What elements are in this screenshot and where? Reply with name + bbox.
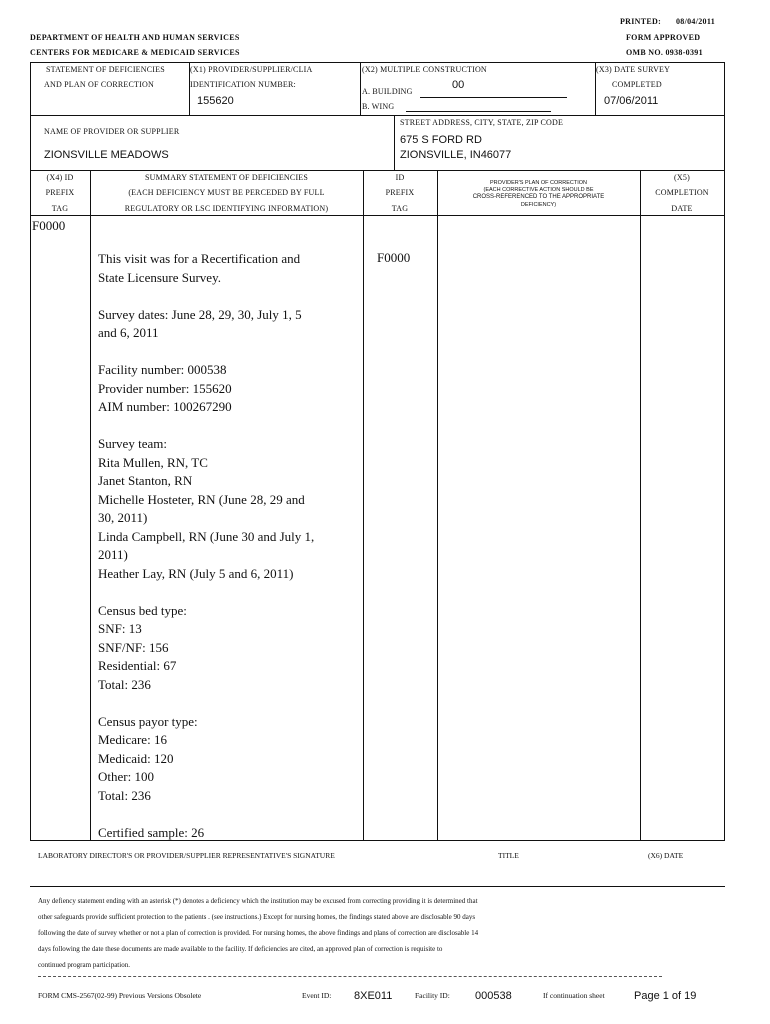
right-prefix-tag: F0000 xyxy=(377,250,411,265)
summary-header-2: (EACH DEFICIENCY MUST BE PERCEDED BY FULL xyxy=(128,188,325,197)
facility-id-label: Facility ID: xyxy=(415,991,450,1000)
page-number: Page 1 of 19 xyxy=(634,990,697,1002)
summary-line: Residential: 67 xyxy=(98,658,177,673)
facility-id-value: 000538 xyxy=(475,990,512,1002)
event-id-value: 8XE011 xyxy=(354,990,393,1002)
provider-name-value: ZIONSVILLE MEADOWS xyxy=(44,149,169,161)
street-address: 675 S FORD RD xyxy=(400,134,482,146)
printed-label: PRINTED: xyxy=(620,17,662,26)
summary-line: Survey team: xyxy=(98,436,167,451)
disclaimer-line: days following the date these documents are made available to the facility. If deficiencies are cited, an approved plan of correction is requisite to xyxy=(38,945,443,953)
x1-label-2: IDENTIFICATION NUMBER: xyxy=(190,80,296,89)
summary-line: 30, 2011) xyxy=(98,510,148,525)
form-approved: FORM APPROVED xyxy=(626,33,701,42)
summary-line: Medicare: 16 xyxy=(98,732,167,747)
summary-line: and 6, 2011 xyxy=(98,325,159,340)
statement-label-1: STATEMENT OF DEFICIENCIES xyxy=(46,65,165,74)
statement-label-2: AND PLAN OF CORRECTION xyxy=(44,80,154,89)
title-label: TITLE xyxy=(498,851,519,860)
provider-name-label: NAME OF PROVIDER OR SUPPLIER xyxy=(44,127,180,136)
summary-header-1: SUMMARY STATEMENT OF DEFICIENCIES xyxy=(144,173,309,182)
x5-header-3: DATE xyxy=(671,204,693,213)
x4-header-2: PREFIX xyxy=(45,188,75,197)
x5-header-1: (X5) xyxy=(674,173,690,182)
summary-blank-line xyxy=(98,805,360,824)
x5-header-2: COMPLETION xyxy=(655,188,709,197)
summary-line: Survey dates: June 28, 29, 30, July 1, 5 xyxy=(98,306,302,322)
summary-line: Janet Stanton, RN xyxy=(98,473,193,488)
city-state-zip: ZIONSVILLE, IN46077 xyxy=(400,149,512,161)
summary-blank-line xyxy=(98,287,360,306)
summary-line: Rita Mullen, RN, TC xyxy=(98,454,208,470)
x2-value: 00 xyxy=(452,79,465,91)
summary-line: Total: 236 xyxy=(98,676,151,692)
disclaimer xyxy=(38,893,718,973)
x4-header-3: TAG xyxy=(51,204,69,213)
centers-title: CENTERS FOR MEDICARE & MEDICAID SERVICES xyxy=(30,48,240,57)
building-label: A. BUILDING xyxy=(362,87,413,96)
summary-line: Total: 236 xyxy=(98,787,151,803)
summary-line: Medicaid: 120 xyxy=(98,750,174,766)
summary-line: Census payor type: xyxy=(98,713,198,729)
summary-line: Census bed type: xyxy=(98,602,187,618)
plan-header-4: DEFICIENCY) xyxy=(520,202,557,208)
left-prefix-tag: F0000 xyxy=(32,218,66,233)
x2-label: (X2) MULTIPLE CONSTRUCTION xyxy=(362,65,487,74)
disclaimer-line: other safeguards provide sufficient protection to the patients . (see instructions.) Except for nursing homes, the findings stated above are disclosable 90 days xyxy=(38,913,476,921)
survey-date-value: 07/06/2011 xyxy=(604,95,659,107)
form-number: FORM CMS-2567(02-99) Previous Versions Obsolete xyxy=(38,991,202,1000)
signature-label: LABORATORY DIRECTOR'S OR PROVIDER/SUPPLIER REPRESENTATIVE'S SIGNATURE xyxy=(38,851,335,860)
disclaimer-line: continued program participation. xyxy=(38,961,130,969)
x3-label-1: (X3) DATE SURVEY xyxy=(596,65,671,74)
summary-line: AIM number: 100267290 xyxy=(98,399,232,414)
summary-line: SNF: 13 xyxy=(98,621,142,636)
summary-blank-line xyxy=(98,343,360,362)
summary-line: Other: 100 xyxy=(98,769,154,784)
summary-blank-line xyxy=(98,417,360,436)
x4-header-1: (X4) ID xyxy=(46,173,74,182)
event-id-label: Event ID: xyxy=(302,991,332,1000)
summary-line: Certified sample: 26 xyxy=(98,824,205,840)
summary-line: Linda Campbell, RN (June 30 and July 1, xyxy=(98,528,315,544)
summary-blank-line xyxy=(98,694,360,713)
provider-id-value: 155620 xyxy=(197,95,234,107)
summary-line: Facility number: 000538 xyxy=(98,362,227,377)
summary-statement xyxy=(98,250,360,842)
continuation-label: If continuation sheet xyxy=(543,991,605,1000)
id-header-2: PREFIX xyxy=(385,188,415,197)
summary-line: Provider number: 155620 xyxy=(98,380,232,396)
x6-date-label: (X6) DATE xyxy=(648,851,684,860)
summary-line: This visit was for a Recertification and xyxy=(98,251,301,266)
disclaimer-line: Any defiency statement ending with an asterisk (*) denotes a deficiency which the institution may be excused from correcting providing it is determined that xyxy=(38,897,478,905)
summary-blank-line xyxy=(98,583,360,602)
summary-line: Heather Lay, RN (July 5 and 6, 2011) xyxy=(98,565,294,581)
plan-header-1: PROVIDER'S PLAN OF CORRECTION xyxy=(489,180,587,186)
omb-number: OMB NO. 0938-0391 xyxy=(626,48,703,57)
summary-line: Michelle Hosteter, RN (June 28, 29 and xyxy=(98,491,305,507)
id-header-3: TAG xyxy=(391,204,409,213)
wing-label: B. WING xyxy=(362,102,395,111)
printed-date: 08/04/2011 xyxy=(676,17,716,26)
footer-divider xyxy=(38,976,662,977)
department-title: DEPARTMENT OF HEALTH AND HUMAN SERVICES xyxy=(30,33,240,42)
plan-header-2: (EACH CORRECTIVE ACTION SHOULD BE xyxy=(483,187,594,193)
summary-line: State Licensure Survey. xyxy=(98,269,221,285)
summary-line: 2011) xyxy=(98,547,128,562)
id-header-1: ID xyxy=(395,173,405,182)
x3-label-2: COMPLETED xyxy=(612,80,662,89)
summary-line: SNF/NF: 156 xyxy=(98,639,169,655)
address-label: STREET ADDRESS, CITY, STATE, ZIP CODE xyxy=(400,118,564,127)
disclaimer-line: following the date of survey whether or not a plan of correction is provided. For nursing homes, the above findings and plans of correction are disclosable 14 xyxy=(38,929,479,937)
x1-label-1: (X1) PROVIDER/SUPPLIER/CLIA xyxy=(190,65,313,74)
summary-header-3: REGULATORY OR LSC IDENTIFYING INFORMATION) xyxy=(124,204,329,213)
plan-header-3: CROSS-REFERENCED TO THE APPROPRIATE xyxy=(472,194,605,200)
